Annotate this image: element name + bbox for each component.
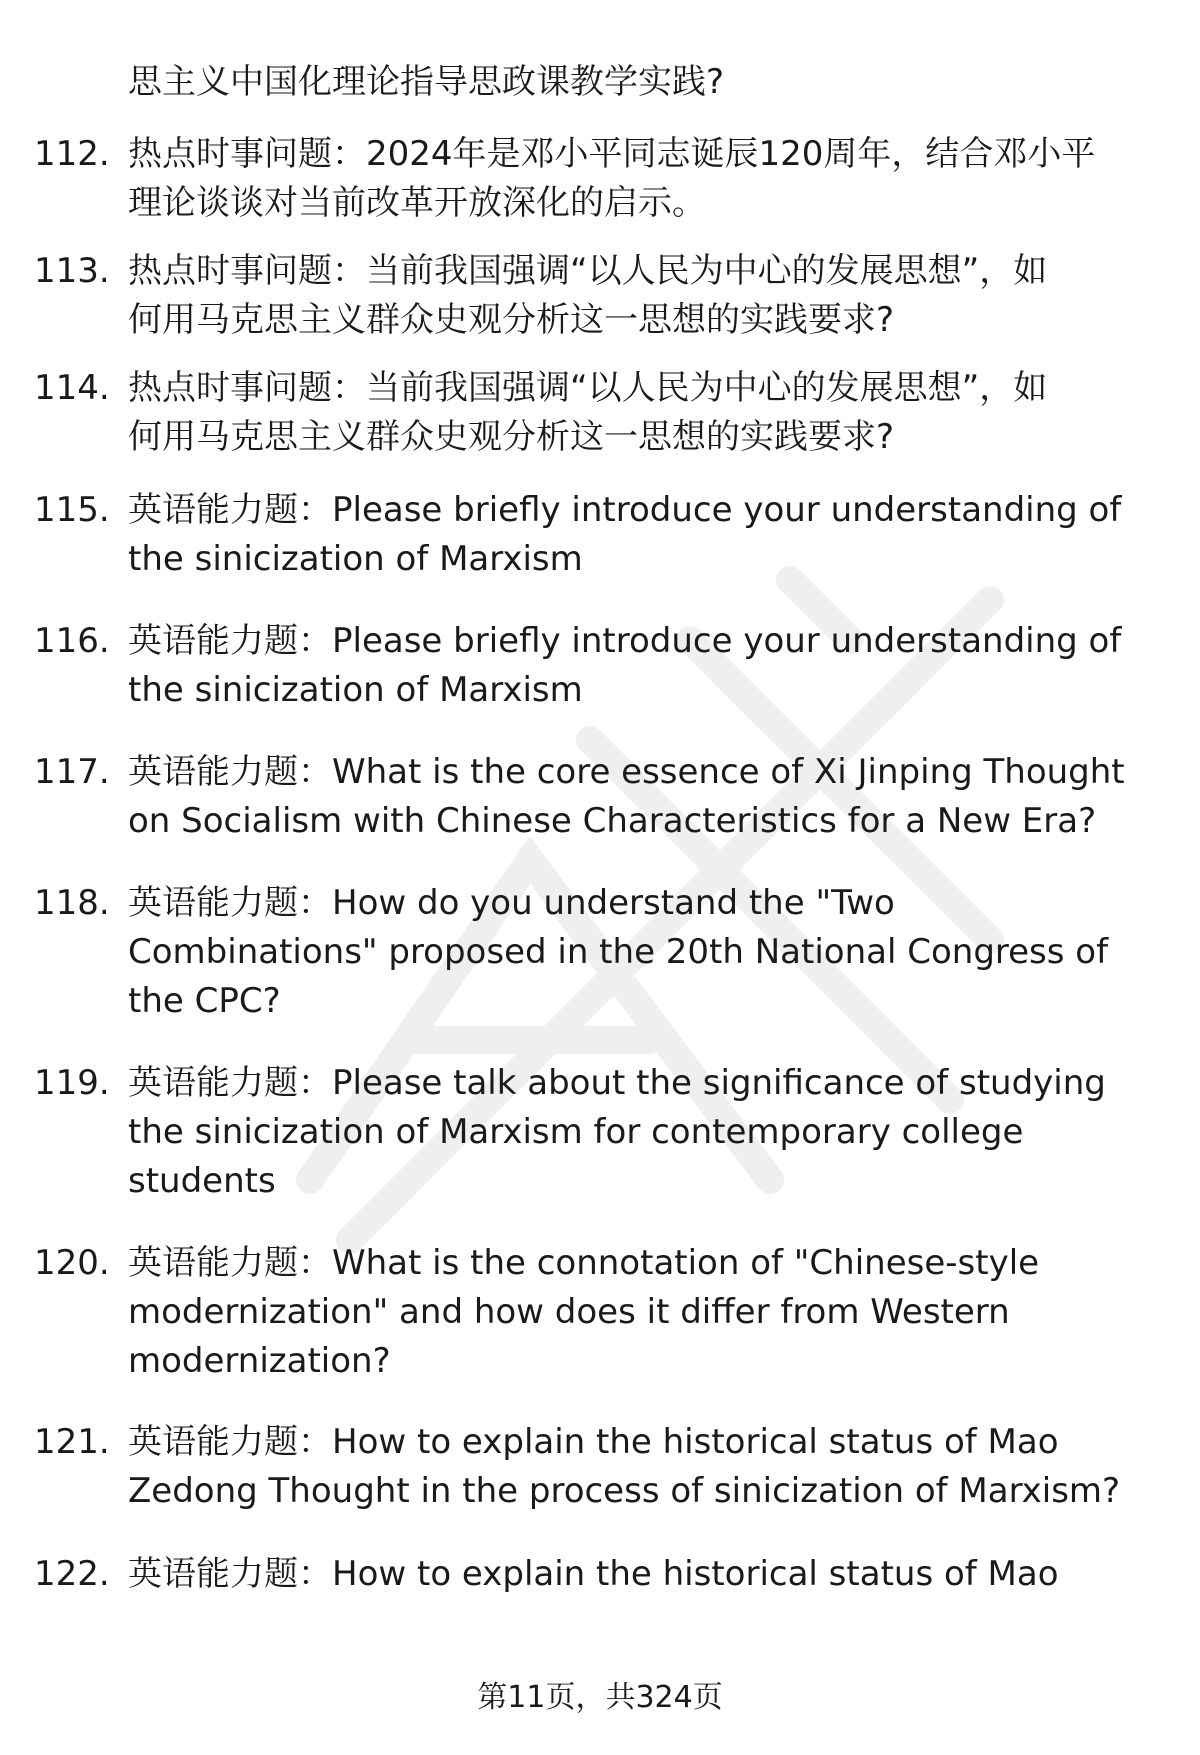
item-line: 热点时事问题：当前我国强调“以人民为中心的发展思想”，如 xyxy=(128,368,1048,408)
item-text xyxy=(128,130,1095,228)
item-text xyxy=(128,617,1121,715)
item-line: 英语能力题：Please briefly introduce your understanding of xyxy=(128,621,1122,661)
item-text xyxy=(128,1239,1039,1386)
item-line: 英语能力题：What is the connotation of "Chinese-style xyxy=(128,1243,1040,1283)
item-line: 何用马克思主义群众史观分析这一思想的实践要求? xyxy=(128,300,895,340)
item-line: 热点时事问题：当前我国强调“以人民为中心的发展思想”，如 xyxy=(128,251,1048,291)
item-text xyxy=(128,486,1121,584)
item-text xyxy=(128,748,1125,846)
item-line: the sinicization of Marxism for contemporary college xyxy=(128,1112,1024,1152)
item-line: on Socialism with Chinese Characteristics for a New Era? xyxy=(128,801,1097,841)
item-number: 122. xyxy=(34,1554,110,1594)
item-text xyxy=(128,1059,1106,1206)
item-line: students xyxy=(128,1161,276,1201)
item-text xyxy=(128,364,1047,462)
item-line: 英语能力题：Please briefly introduce your understanding of xyxy=(128,490,1122,530)
item-line: 热点时事问题：2024年是邓小平同志诞辰120周年，结合邓小平 xyxy=(128,134,1096,174)
item-text xyxy=(128,879,1108,1026)
item-number: 121. xyxy=(34,1422,110,1462)
item-text xyxy=(128,1550,1059,1599)
item-text xyxy=(128,247,1047,345)
item-line: 英语能力题：How to explain the historical status of Mao xyxy=(128,1422,1059,1462)
item-line: Combinations" proposed in the 20th National Congress of xyxy=(128,932,1109,972)
continuation-line: 思主义中国化理论指导思政课教学实践? xyxy=(128,62,725,102)
item-number: 120. xyxy=(34,1243,110,1283)
item-number: 119. xyxy=(34,1063,110,1103)
item-line: Zedong Thought in the process of sinicization of Marxism? xyxy=(128,1471,1121,1511)
item-number: 116. xyxy=(34,621,110,661)
item-line: modernization" and how does it differ from Western xyxy=(128,1292,1010,1332)
item-number: 115. xyxy=(34,490,110,530)
item-line: modernization? xyxy=(128,1341,391,1381)
item-line: 英语能力题：How do you understand the "Two xyxy=(128,883,895,923)
item-line: 英语能力题：How to explain the historical status of Mao xyxy=(128,1554,1059,1594)
item-number: 117. xyxy=(34,752,110,792)
item-number: 118. xyxy=(34,883,110,923)
item-line: 英语能力题：What is the core essence of Xi Jinping Thought xyxy=(128,752,1125,792)
item-line: the sinicization of Marxism xyxy=(128,539,583,579)
item-number: 114. xyxy=(34,368,110,408)
item-number: 112. xyxy=(34,134,110,174)
item-line: 英语能力题：Please talk about the significance of studying xyxy=(128,1063,1106,1103)
item-text xyxy=(128,1418,1120,1516)
item-number: 113. xyxy=(34,251,110,291)
item-line: 理论谈谈对当前改革开放深化的启示。 xyxy=(128,183,706,223)
page-footer: 第11页，共324页 xyxy=(477,1680,723,1715)
item-line: the CPC? xyxy=(128,981,281,1021)
item-line: 何用马克思主义群众史观分析这一思想的实践要求? xyxy=(128,417,895,457)
item-line: the sinicization of Marxism xyxy=(128,670,583,710)
